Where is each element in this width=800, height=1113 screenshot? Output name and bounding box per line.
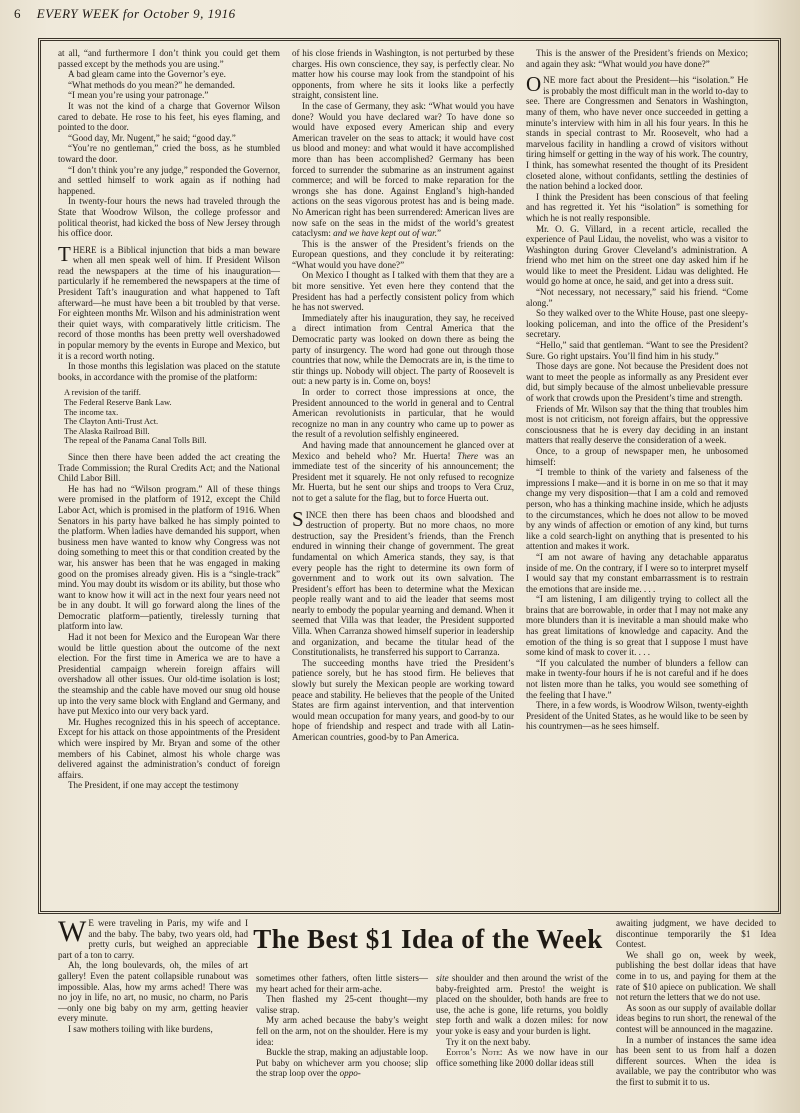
- paragraph: I saw mothers toiling with like burdens,: [68, 1023, 213, 1034]
- paragraph: There, in a few words, is Woodrow Wilson, twenty-eighth President of the United States, as he would like to be seen by his countrymen—as he sees himself.: [526, 700, 748, 732]
- list-item: The Clayton Anti-Trust Act.: [64, 417, 159, 427]
- idea-column-4: [616, 918, 776, 1088]
- drop-cap: T: [58, 241, 71, 266]
- paragraph: “What methods do you mean?” he demanded.: [68, 79, 235, 90]
- paragraph: In order to correct those impressions at once, the President announced to the world in general and to Central American revolutionists in particular, that he would recognize no man in any country who came up to power as the result of a revolution selfishly engineered.: [292, 387, 514, 440]
- paragraph: Once, to a group of newspaper men, he unbosomed himself:: [526, 445, 748, 467]
- drop-cap: W: [58, 915, 87, 948]
- paragraph: The succeeding months have tried the President’s patience sorely, but he has stood firm. He believes that slowly but surely the Mexican people are working toward peace and stability. He believes that the people of the United States are firm against intervention, and that intervention would mean occupation for many years, and good-by to our hope of friendship and respect and trade with all Latin-American countries, good-by to Pan America.: [292, 657, 514, 742]
- paragraph: W E were traveling in Paris, my wife and I and the baby. The baby, two years old, had pretty curls, but weighed an appreciable part of a ton to carry.: [58, 915, 248, 960]
- paragraph: site shoulder and then around the wrist of the baby-freighted arm. Presto! the weight is placed on the shoulder, both hands are free to use, the ache is gone, life returns, you boldly step forth and walk a dozen miles: for now your yoke is easy and your burden is light.: [436, 973, 608, 1036]
- drop-cap: S: [292, 506, 304, 531]
- section-paragraph: SINCE then there has been chaos and bloodshed and destruction of property. But no more chaos, no more destruction, say the President’s friends, than the French endured in winning their change of government. The great fundamental on which America stands, they say, is that every people has the right to determine its own form of government and to work out its own salvation. The President’s effort has been to determine what the Mexican people really want and to aid the leader that seems most nearly to embody the popular yearning and demand. When it seemed that Villa was that leader, the President supported Villa. When Carranza showed himself superior in leadership and organization, and became the titular head of the Constitutionalists, he transferred his support to Carranza.: [292, 506, 514, 658]
- article-column-1: [58, 48, 280, 791]
- article-column-3: [526, 48, 748, 732]
- paragraph: Had it not been for Mexico and the European War there would be little question about the outcome of the next election. For the first time in America we are to have a Presidential campaign wherein foreign affairs will overshadow all other issues. Our old-time isolation is lost; the steamship and the cable have moved our snug old house up into the very same block with England and Germany, and have put Mexico into our very back yard.: [58, 632, 280, 717]
- paragraph: sometimes other fathers, often little sisters—my heart ached for their arm-ache.: [256, 973, 428, 994]
- page-header: [14, 6, 236, 22]
- paragraph: This is the answer of the President’s friends on Mexico; and again they ask: “What would you have done?”: [526, 48, 748, 69]
- paragraph: In the case of Germany, they ask: “What would you have done? Would you have declared war? To have done so would have exposed every American ship and every American traveler on the seas to attack; it would have cost us blood and money: and what would it have accomplished more than has been accomplished? Germany has been forced to surrender the submarine as an instrument against commerce; and will be forced to make reparation for the wrongs she has done. Against England’s high-handed actions on the seas vigorous protest has and is being made. No American right has been surrendered: American lives are now safe on the seas in the midst of the world’s greatest cataclysm: and we have kept out of war.”: [292, 100, 514, 239]
- section-paragraph: THERE is a Biblical injunction that bids a man beware when all men speak well of him. If President Wilson read the newspapers at the time of his inauguration—particularly if he remembered the newspapers at the time of President Taft’s inauguration and what happened to Taft afterward—he must have been a bit troubled by that verse. For eighteen months Mr. Wilson and his administration went their quiet ways, with comparatively little criticism. The record of those months has been pretty well overshadowed in popular memory by the events in Europe and Mexico, but it is a record worth noting.: [58, 241, 280, 361]
- paragraph: awaiting judgment, we have decided to discontinue temporarily the $1 Idea Contest.: [616, 918, 776, 950]
- paragraph: I think the President has been conscious of that feeling and has regretted it. Yet his “isolation” is something for which he is not really responsible.: [526, 191, 748, 223]
- paragraph: Since then there have been added the act creating the Trade Commission; the Rural Credits Act; and the National Child Labor Bill.: [58, 451, 280, 484]
- paragraph: We shall go on, week by week, publishing the best dollar ideas that have come in to us, and paying for them at the rate of $10 apiece on publication. We shall not return the letters that we do not use.: [616, 949, 776, 1003]
- list-item: The income tax.: [64, 407, 119, 417]
- section-paragraph: ONE more fact about the President—his “isolation.” He is probably the most difficult man in the world to-day to see. There are Congressmen and Senators in Washington, many of them, who have never once succeeded in getting a minute’s interview with him in all his four years. In this he stands in special contrast to Mr. Roosevelt, who had a marvelous facility in handling a crowd of visitors without tiring himself or getting in the way of his work. The country, I think, has somewhat resented the thought of its President closeted alone, without confidants, settling the destinies of the nation behind a locked door.: [526, 72, 748, 192]
- idea-column-3: [436, 973, 608, 1068]
- list-item: The Alaska Railroad Bill.: [64, 426, 150, 436]
- legislation-list: [64, 388, 280, 446]
- paragraph: “If you calculated the number of blunders a fellow can make in twenty-four hours if he is not careful and if he does not listen more than he talks, you would see something of the feeling that I have.”: [526, 657, 748, 700]
- paragraph: “I tremble to think of the variety and falseness of the impressions I make—and it is borne in on me so that it may change my very disposition—that I am a cold and removed person, who has a thinking machine inside, which he adjusts to the circumstances, which he does not allow to be moved by any winds of affection or emotion of any kind, but turns like a cold search-light on anything that is presented to his attention and makes it work.: [526, 467, 748, 552]
- list-item: The repeal of the Panama Canal Tolls Bill.: [64, 436, 207, 446]
- paragraph: In those months this legislation was placed on the statute books, in accordance with the promise of the platform:: [58, 361, 280, 382]
- paragraph: The President, if one may accept the testimony: [68, 780, 239, 791]
- paragraph: Mr. O. G. Villard, in a recent article, recalled the experience of Paul Lidau, the novelist, who was a visitor to Washington during Grover Cleveland’s administration. A friend who met him on the street one day asked him if he would like to meet the President. Lidau was delighted. He would go home at once, he said, and get into a dress suit.: [526, 223, 748, 287]
- paragraph: My arm ached because the baby’s weight fell on the arm, not on the shoulder. Here is my idea:: [256, 1015, 428, 1047]
- paragraph: As soon as our supply of available dollar ideas begins to run short, the renewal of the contest will be announced in the magazine.: [616, 1002, 776, 1034]
- paragraph: He has had no “Wilson program.” All of these things were promised in the platform of 1912, except the Child Labor Act, which is promised in the platform of 1916. When Senators in his party have balked he has simply pointed to the platform. When ladies have demanded his support, when business men have wanted to know why Congress was not doing something to meet this or that condition created by the war, his answer has been that he was engaged in making good on the promises already given. His is a “single-track” mind. You may doubt its wisdom or its ability, but those who want to know how it will act in the next four years need not be in any doubt. It will go forward along the lines of the Democratic platform—patiently, tirelessly turning that platform into law.: [58, 483, 280, 632]
- paragraph: “I am listening, I am diligently trying to collect all the brains that are borrowable, in order that I may not make any more blunders than it is inevitable a man should make who has great limitations of knowledge and capacity. And the emotion of the thing is so great that I suppose I must have some kind of mask to cover it. . . .: [526, 594, 748, 658]
- paragraph: Buckle the strap, making an adjustable loop. Put baby on whichever arm you choose; slip the strap loop over the oppo-: [256, 1047, 428, 1079]
- paragraph: So they walked over to the White House, past one sleepy-looking policeman, and into the office of the President’s secretary.: [526, 308, 748, 340]
- list-item: A revision of the tariff.: [64, 388, 141, 398]
- paragraph: Mr. Hughes recognized this in his speech of acceptance. Except for his attack on those appointments of the President which were inspired by Mr. Bryan and some of the other members of his Cabinet, almost his whole charge was delivered against the administration’s conduct of foreign affairs.: [58, 716, 280, 780]
- drop-cap: O: [526, 72, 542, 97]
- best-idea-section: [0, 915, 800, 1113]
- article-column-2: [292, 48, 514, 743]
- list-item: The Federal Reserve Bank Law.: [64, 398, 172, 407]
- idea-column-1: [58, 915, 248, 1035]
- paragraph: Those days are gone. Not because the President does not want to meet the people as informally as any President ever did, but simply because of the almost unbelievable pressure of work that crowds upon the President’s time and strength.: [526, 361, 748, 403]
- editor-note: Editor’s Note: As we now have in our office something like 2000 dollar ideas still: [436, 1047, 608, 1068]
- paragraph: “I am not aware of having any detachable apparatus inside of me. On the contrary, if I were so to interpret myself I would say that my constant embarrassment is to restrain the emotions that are inside me. . . .: [526, 551, 748, 594]
- paragraph: at all, “and furthermore I don’t think you could get them passed except by the methods you are using.”: [58, 48, 280, 69]
- paragraph: Friends of Mr. Wilson say that the thing that troubles him most is not criticism, not foreign affairs, but the oppressive consciousness that he is every day deciding in an instant matters that really deserve the consideration of a week.: [526, 403, 748, 446]
- paragraph: In twenty-four hours the news had traveled through the State that Woodrow Wilson, the college professor and political theorist, had kicked the boss of New Jersey through his office door.: [58, 196, 280, 239]
- paragraph: Try it on the next baby.: [446, 1036, 531, 1047]
- magazine-title: EVERY WEEK for October 9, 1916: [36, 6, 236, 21]
- paragraph: A bad gleam came into the Governor’s eye.: [68, 69, 226, 80]
- section-title: The Best $1 Idea of the Week: [253, 924, 603, 954]
- paragraph: “I mean you’re using your patronage.”: [68, 90, 209, 101]
- paragraph: Immediately after his inauguration, they say, he received a direct intimation from Central America that the Democratic party was looked on down there as being the party of insurgency. The word had gone out through those countries that now, while the Democrats are in, is the time to stir things up. Nobody will object. The party of Roosevelt is out: a new party is in. Come on, boys!: [292, 312, 514, 387]
- paragraph: And having made that announcement he glanced over at Mexico and beheld who? Mr. Huerta! There was an immediate test of the sincerity of his announcement; the President met it squarely. He not only refused to recognize Mr. Huerta, but he sent our ships and troops to Vera Cruz, not to get a salute for the flag, but to force Huerta out.: [292, 439, 514, 503]
- paragraph: It was not the kind of a charge that Governor Wilson cared to debate. He rose to his feet, his eyes flaming, and pointed to the door.: [58, 100, 280, 133]
- editor-note-label: Editor’s Note:: [446, 1047, 503, 1058]
- paragraph: This is the answer of the President’s friends on the European questions, and they conclude it by reiterating: “What would you have done?”: [292, 238, 514, 270]
- paragraph: “You’re no gentleman,” cried the boss, as he stumbled toward the door.: [58, 143, 280, 164]
- paragraph: On Mexico I thought as I talked with them that they are a bit more sensitive. Yet even here they contend that the President has had a perfectly consistent policy from which he has not swerved.: [292, 270, 514, 313]
- paragraph: Then flashed my 25-cent thought—my valise strap.: [256, 994, 428, 1015]
- paragraph: of his close friends in Washington, is not perturbed by these charges. His own conscience, they say, is perfectly clear. No matter how his course may look from the standpoint of his opponents, from where he sits it looks like a perfectly straight, consistent line.: [292, 48, 514, 101]
- paragraph: Ah, the long boulevards, oh, the miles of art gallery! Even the patent collapsible runabout was impossible. Alas, how my arms ached! There was no joy in life, no art, no music, no charm, no Paris—only one big baby on my arm, getting heavier every minute.: [58, 960, 248, 1024]
- paragraph: In a number of instances the same idea has been sent to us from half a dozen different sources. When the idea is available, we pay the contributor who was the first to submit it to us.: [616, 1034, 776, 1087]
- paragraph: “Hello,” said that gentleman. “Want to see the President? Sure. Go right upstairs. You’ll find him in his study.”: [526, 340, 748, 361]
- paragraph: “I don’t think you’re any judge,” responded the Governor, and settled himself to work again as if nothing had happened.: [58, 164, 280, 196]
- idea-column-2: [256, 973, 428, 1079]
- paragraph: “Good day, Mr. Nugent,” he said; “good day.”: [68, 132, 236, 143]
- paragraph: “Not necessary, not necessary,” said his friend. “Come along.”: [526, 287, 748, 308]
- page-number: 6: [14, 6, 21, 21]
